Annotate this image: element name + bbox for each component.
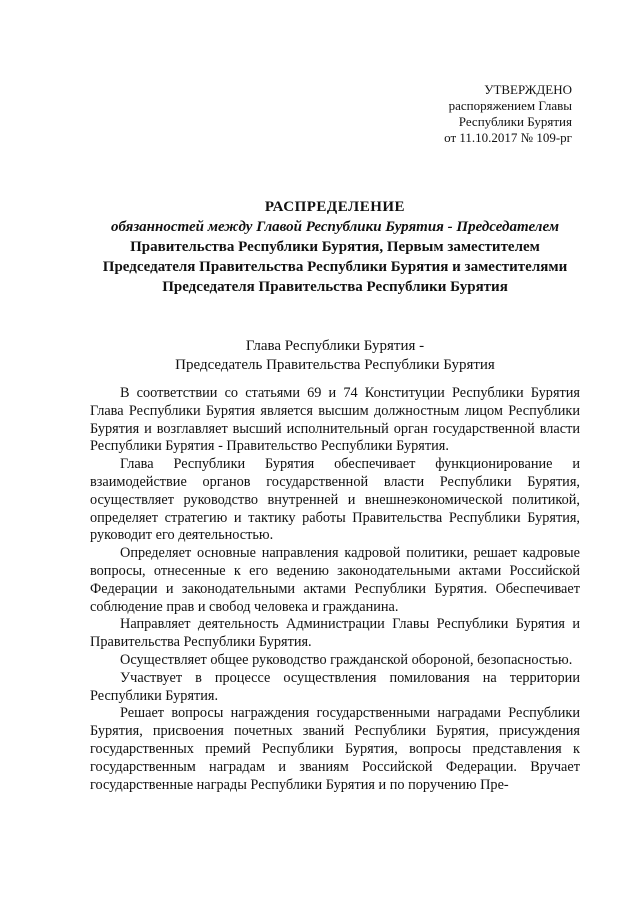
- title-line-1: обязанностей между Главой Республики Бурятия - Председателем: [110, 219, 559, 235]
- approval-line-3: Республики Бурятия: [458, 114, 572, 129]
- approval-stamp: [444, 82, 572, 146]
- position-heading-line-2: Председатель Правительства Республики Бурятия: [175, 357, 495, 373]
- paragraph: Решает вопросы награждения государственными наградами Республики Бурятия, присвоения почетных званий Республики Бурятия, присуждения государственных премий Республики Бурятия, вопросы представления к государственным наградам и званиям Российской Федерации. Вручает государственные награды Республики Бурятия и по поручению Пре-: [90, 705, 580, 793]
- title-line-3: Председателя Правительства Республики Бурятия и заместителями: [102, 259, 568, 275]
- paragraph: Определяет основные направления кадровой политики, решает кадровые вопросы, отнесенные к его ведению законодательными актами Российской Федерации и законодательными актами Республики Бурятия. Обеспечивает соблюдение прав и свобод человека и гражданина.: [90, 545, 580, 615]
- paragraph: Осуществляет общее руководство гражданской обороной, безопасностью.: [120, 651, 573, 668]
- title-main: РАСПРЕДЕЛЕНИЕ: [264, 199, 406, 215]
- approval-line-4: от 11.10.2017 № 109-рг: [444, 130, 572, 145]
- title-line-2: Правительства Республики Бурятия, Первым заместителем: [130, 239, 540, 255]
- paragraph: Участвует в процессе осуществления помилования на территории Республики Бурятия.: [90, 669, 580, 704]
- position-heading-line-1: Глава Республики Бурятия -: [245, 338, 425, 354]
- paragraph: Глава Республики Бурятия обеспечивает функционирование и взаимодействие органов государственной власти Республики Бурятия, осуществляет руководство внутренней и внешнеэкономической политикой, определяет стратегию и тактику работы Правительства Республики Бурятия, руководит его деятельностью.: [90, 456, 580, 544]
- paragraph: В соответствии со статьями 69 и 74 Конституции Республики Бурятия Глава Республики Бурятия является высшим должностным лицом Республики Бурятия и возглавляет высший исполнительный орган государственной власти Республики Бурятия - Правительство Республики Бурятия.: [90, 385, 580, 455]
- approval-line-1: УТВЕРЖДЕНО: [484, 82, 572, 97]
- position-heading: [90, 337, 580, 375]
- document-title: [90, 197, 580, 297]
- title-line-4: Председателя Правительства Республики Бурятия: [162, 279, 508, 295]
- body-text: [90, 385, 580, 794]
- approval-line-2: распоряжением Главы: [448, 98, 572, 113]
- paragraph: Направляет деятельность Администрации Главы Республики Бурятия и Правительства Республики Бурятия.: [90, 616, 580, 651]
